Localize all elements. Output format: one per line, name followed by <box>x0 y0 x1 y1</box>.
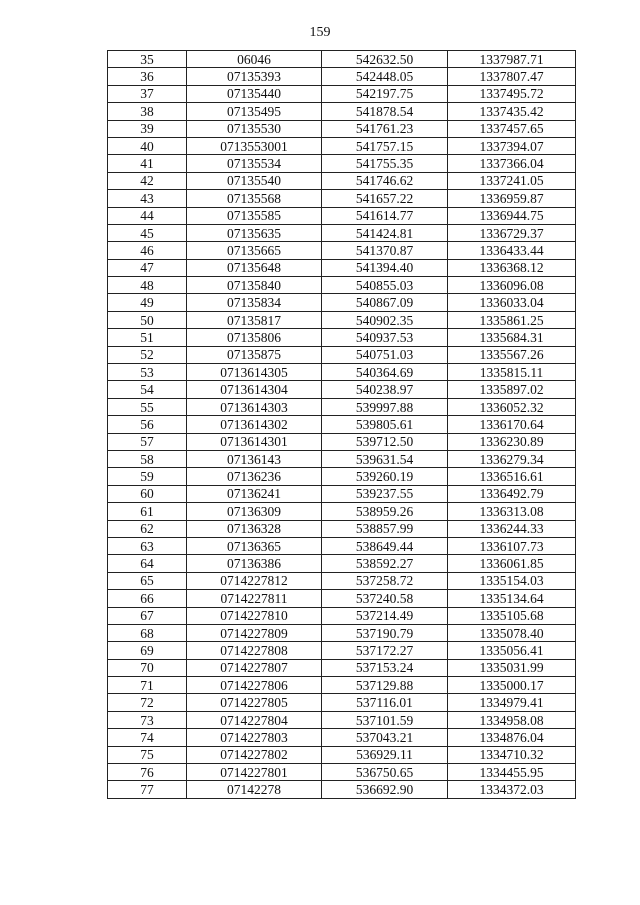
y-coordinate-cell: 1334979.41 <box>448 694 576 711</box>
y-coordinate-cell: 1337807.47 <box>448 68 576 85</box>
point-id-cell: 0714227810 <box>187 607 322 624</box>
y-coordinate-cell: 1336944.75 <box>448 207 576 224</box>
x-coordinate-cell: 539997.88 <box>322 398 448 415</box>
point-id-cell: 0713614303 <box>187 398 322 415</box>
row-index-cell: 50 <box>108 311 187 328</box>
table-row <box>108 433 576 450</box>
y-coordinate-cell: 1336313.08 <box>448 503 576 520</box>
row-index-cell: 73 <box>108 711 187 728</box>
row-index-cell: 76 <box>108 764 187 781</box>
point-id-cell: 07135534 <box>187 155 322 172</box>
table-row <box>108 468 576 485</box>
coordinates-table-body <box>108 51 576 799</box>
x-coordinate-cell: 538592.27 <box>322 555 448 572</box>
row-index-cell: 48 <box>108 277 187 294</box>
y-coordinate-cell: 1335567.26 <box>448 346 576 363</box>
y-coordinate-cell: 1337495.72 <box>448 85 576 102</box>
y-coordinate-cell: 1337435.42 <box>448 103 576 120</box>
table-row <box>108 242 576 259</box>
point-id-cell: 07135635 <box>187 224 322 241</box>
table-row <box>108 346 576 363</box>
table-row <box>108 259 576 276</box>
x-coordinate-cell: 538959.26 <box>322 503 448 520</box>
table-row <box>108 642 576 659</box>
x-coordinate-cell: 539712.50 <box>322 433 448 450</box>
point-id-cell: 0714227807 <box>187 659 322 676</box>
y-coordinate-cell: 1335078.40 <box>448 624 576 641</box>
row-index-cell: 46 <box>108 242 187 259</box>
x-coordinate-cell: 541424.81 <box>322 224 448 241</box>
table-row <box>108 68 576 85</box>
table-row <box>108 294 576 311</box>
table-row <box>108 555 576 572</box>
y-coordinate-cell: 1336492.79 <box>448 485 576 502</box>
y-coordinate-cell: 1334958.08 <box>448 711 576 728</box>
y-coordinate-cell: 1336096.08 <box>448 277 576 294</box>
table-row <box>108 450 576 467</box>
point-id-cell: 0714227809 <box>187 624 322 641</box>
table-row <box>108 172 576 189</box>
y-coordinate-cell: 1337366.04 <box>448 155 576 172</box>
y-coordinate-cell: 1335684.31 <box>448 329 576 346</box>
y-coordinate-cell: 1335134.64 <box>448 590 576 607</box>
point-id-cell: 07135875 <box>187 346 322 363</box>
x-coordinate-cell: 540364.69 <box>322 364 448 381</box>
point-id-cell: 06046 <box>187 51 322 68</box>
table-row <box>108 694 576 711</box>
x-coordinate-cell: 540751.03 <box>322 346 448 363</box>
x-coordinate-cell: 537116.01 <box>322 694 448 711</box>
y-coordinate-cell: 1336033.04 <box>448 294 576 311</box>
point-id-cell: 07136236 <box>187 468 322 485</box>
x-coordinate-cell: 536692.90 <box>322 781 448 798</box>
row-index-cell: 62 <box>108 520 187 537</box>
point-id-cell: 07136328 <box>187 520 322 537</box>
x-coordinate-cell: 542632.50 <box>322 51 448 68</box>
y-coordinate-cell: 1336729.37 <box>448 224 576 241</box>
y-coordinate-cell: 1337987.71 <box>448 51 576 68</box>
x-coordinate-cell: 539805.61 <box>322 416 448 433</box>
y-coordinate-cell: 1336052.32 <box>448 398 576 415</box>
point-id-cell: 0713614301 <box>187 433 322 450</box>
x-coordinate-cell: 537214.49 <box>322 607 448 624</box>
y-coordinate-cell: 1335000.17 <box>448 677 576 694</box>
x-coordinate-cell: 537190.79 <box>322 624 448 641</box>
table-row <box>108 103 576 120</box>
row-index-cell: 70 <box>108 659 187 676</box>
point-id-cell: 07135648 <box>187 259 322 276</box>
point-id-cell: 0714227806 <box>187 677 322 694</box>
row-index-cell: 71 <box>108 677 187 694</box>
x-coordinate-cell: 536929.11 <box>322 746 448 763</box>
table-row <box>108 329 576 346</box>
row-index-cell: 47 <box>108 259 187 276</box>
x-coordinate-cell: 540867.09 <box>322 294 448 311</box>
point-id-cell: 07135840 <box>187 277 322 294</box>
point-id-cell: 07136365 <box>187 537 322 554</box>
x-coordinate-cell: 536750.65 <box>322 764 448 781</box>
point-id-cell: 07135393 <box>187 68 322 85</box>
y-coordinate-cell: 1334710.32 <box>448 746 576 763</box>
y-coordinate-cell: 1337394.07 <box>448 137 576 154</box>
row-index-cell: 35 <box>108 51 187 68</box>
row-index-cell: 72 <box>108 694 187 711</box>
table-row <box>108 85 576 102</box>
point-id-cell: 07136386 <box>187 555 322 572</box>
y-coordinate-cell: 1335861.25 <box>448 311 576 328</box>
x-coordinate-cell: 537240.58 <box>322 590 448 607</box>
table-row <box>108 624 576 641</box>
point-id-cell: 0713614305 <box>187 364 322 381</box>
y-coordinate-cell: 1336368.12 <box>448 259 576 276</box>
row-index-cell: 39 <box>108 120 187 137</box>
y-coordinate-cell: 1335031.99 <box>448 659 576 676</box>
table-row <box>108 120 576 137</box>
x-coordinate-cell: 540937.53 <box>322 329 448 346</box>
y-coordinate-cell: 1336230.89 <box>448 433 576 450</box>
table-row <box>108 607 576 624</box>
table-row <box>108 729 576 746</box>
x-coordinate-cell: 537172.27 <box>322 642 448 659</box>
y-coordinate-cell: 1336516.61 <box>448 468 576 485</box>
y-coordinate-cell: 1337241.05 <box>448 172 576 189</box>
table-row <box>108 277 576 294</box>
y-coordinate-cell: 1334372.03 <box>448 781 576 798</box>
row-index-cell: 45 <box>108 224 187 241</box>
table-row <box>108 537 576 554</box>
y-coordinate-cell: 1336279.34 <box>448 450 576 467</box>
y-coordinate-cell: 1336170.64 <box>448 416 576 433</box>
x-coordinate-cell: 539260.19 <box>322 468 448 485</box>
x-coordinate-cell: 538649.44 <box>322 537 448 554</box>
row-index-cell: 63 <box>108 537 187 554</box>
y-coordinate-cell: 1337457.65 <box>448 120 576 137</box>
coordinates-table <box>107 50 576 799</box>
point-id-cell: 07135806 <box>187 329 322 346</box>
point-id-cell: 07135585 <box>187 207 322 224</box>
row-index-cell: 69 <box>108 642 187 659</box>
row-index-cell: 64 <box>108 555 187 572</box>
x-coordinate-cell: 541370.87 <box>322 242 448 259</box>
y-coordinate-cell: 1336433.44 <box>448 242 576 259</box>
x-coordinate-cell: 537258.72 <box>322 572 448 589</box>
y-coordinate-cell: 1334876.04 <box>448 729 576 746</box>
y-coordinate-cell: 1335815.11 <box>448 364 576 381</box>
point-id-cell: 07135540 <box>187 172 322 189</box>
point-id-cell: 07135665 <box>187 242 322 259</box>
x-coordinate-cell: 541746.62 <box>322 172 448 189</box>
point-id-cell: 07135495 <box>187 103 322 120</box>
row-index-cell: 58 <box>108 450 187 467</box>
row-index-cell: 67 <box>108 607 187 624</box>
point-id-cell: 07136241 <box>187 485 322 502</box>
row-index-cell: 43 <box>108 190 187 207</box>
row-index-cell: 37 <box>108 85 187 102</box>
row-index-cell: 77 <box>108 781 187 798</box>
y-coordinate-cell: 1336244.33 <box>448 520 576 537</box>
table-row <box>108 381 576 398</box>
x-coordinate-cell: 541614.77 <box>322 207 448 224</box>
point-id-cell: 0713614304 <box>187 381 322 398</box>
x-coordinate-cell: 542197.75 <box>322 85 448 102</box>
row-index-cell: 75 <box>108 746 187 763</box>
row-index-cell: 44 <box>108 207 187 224</box>
point-id-cell: 0714227803 <box>187 729 322 746</box>
table-row <box>108 659 576 676</box>
table-row <box>108 137 576 154</box>
row-index-cell: 52 <box>108 346 187 363</box>
x-coordinate-cell: 541878.54 <box>322 103 448 120</box>
row-index-cell: 65 <box>108 572 187 589</box>
table-row <box>108 311 576 328</box>
x-coordinate-cell: 537101.59 <box>322 711 448 728</box>
table-row <box>108 398 576 415</box>
x-coordinate-cell: 537043.21 <box>322 729 448 746</box>
y-coordinate-cell: 1335056.41 <box>448 642 576 659</box>
point-id-cell: 0714227812 <box>187 572 322 589</box>
row-index-cell: 53 <box>108 364 187 381</box>
row-index-cell: 59 <box>108 468 187 485</box>
y-coordinate-cell: 1335897.02 <box>448 381 576 398</box>
row-index-cell: 51 <box>108 329 187 346</box>
point-id-cell: 07136309 <box>187 503 322 520</box>
point-id-cell: 07135530 <box>187 120 322 137</box>
row-index-cell: 38 <box>108 103 187 120</box>
x-coordinate-cell: 537129.88 <box>322 677 448 694</box>
x-coordinate-cell: 539631.54 <box>322 450 448 467</box>
point-id-cell: 07142278 <box>187 781 322 798</box>
row-index-cell: 55 <box>108 398 187 415</box>
row-index-cell: 41 <box>108 155 187 172</box>
table-row <box>108 207 576 224</box>
x-coordinate-cell: 541394.40 <box>322 259 448 276</box>
row-index-cell: 61 <box>108 503 187 520</box>
x-coordinate-cell: 539237.55 <box>322 485 448 502</box>
point-id-cell: 0714227805 <box>187 694 322 711</box>
row-index-cell: 66 <box>108 590 187 607</box>
row-index-cell: 42 <box>108 172 187 189</box>
table-row <box>108 503 576 520</box>
y-coordinate-cell: 1336107.73 <box>448 537 576 554</box>
x-coordinate-cell: 540238.97 <box>322 381 448 398</box>
point-id-cell: 07135817 <box>187 311 322 328</box>
point-id-cell: 07135440 <box>187 85 322 102</box>
table-row <box>108 572 576 589</box>
point-id-cell: 0714227804 <box>187 711 322 728</box>
y-coordinate-cell: 1336061.85 <box>448 555 576 572</box>
point-id-cell: 0713553001 <box>187 137 322 154</box>
table-row <box>108 781 576 798</box>
table-row <box>108 364 576 381</box>
table-row <box>108 190 576 207</box>
x-coordinate-cell: 538857.99 <box>322 520 448 537</box>
table-row <box>108 51 576 68</box>
table-row <box>108 155 576 172</box>
row-index-cell: 36 <box>108 68 187 85</box>
row-index-cell: 54 <box>108 381 187 398</box>
table-row <box>108 590 576 607</box>
x-coordinate-cell: 540902.35 <box>322 311 448 328</box>
table-row <box>108 224 576 241</box>
table-row <box>108 485 576 502</box>
x-coordinate-cell: 541761.23 <box>322 120 448 137</box>
y-coordinate-cell: 1334455.95 <box>448 764 576 781</box>
y-coordinate-cell: 1335154.03 <box>448 572 576 589</box>
point-id-cell: 0713614302 <box>187 416 322 433</box>
table-row <box>108 746 576 763</box>
row-index-cell: 49 <box>108 294 187 311</box>
table-row <box>108 711 576 728</box>
x-coordinate-cell: 541657.22 <box>322 190 448 207</box>
x-coordinate-cell: 537153.24 <box>322 659 448 676</box>
x-coordinate-cell: 541755.35 <box>322 155 448 172</box>
y-coordinate-cell: 1336959.87 <box>448 190 576 207</box>
row-index-cell: 40 <box>108 137 187 154</box>
table-row <box>108 764 576 781</box>
table-row <box>108 677 576 694</box>
row-index-cell: 60 <box>108 485 187 502</box>
point-id-cell: 07135568 <box>187 190 322 207</box>
point-id-cell: 07135834 <box>187 294 322 311</box>
row-index-cell: 68 <box>108 624 187 641</box>
x-coordinate-cell: 540855.03 <box>322 277 448 294</box>
row-index-cell: 74 <box>108 729 187 746</box>
table-row <box>108 520 576 537</box>
y-coordinate-cell: 1335105.68 <box>448 607 576 624</box>
table-row <box>108 416 576 433</box>
row-index-cell: 57 <box>108 433 187 450</box>
point-id-cell: 0714227801 <box>187 764 322 781</box>
point-id-cell: 0714227802 <box>187 746 322 763</box>
point-id-cell: 0714227808 <box>187 642 322 659</box>
page-number: 159 <box>309 25 331 40</box>
point-id-cell: 07136143 <box>187 450 322 467</box>
row-index-cell: 56 <box>108 416 187 433</box>
x-coordinate-cell: 542448.05 <box>322 68 448 85</box>
point-id-cell: 0714227811 <box>187 590 322 607</box>
x-coordinate-cell: 541757.15 <box>322 137 448 154</box>
